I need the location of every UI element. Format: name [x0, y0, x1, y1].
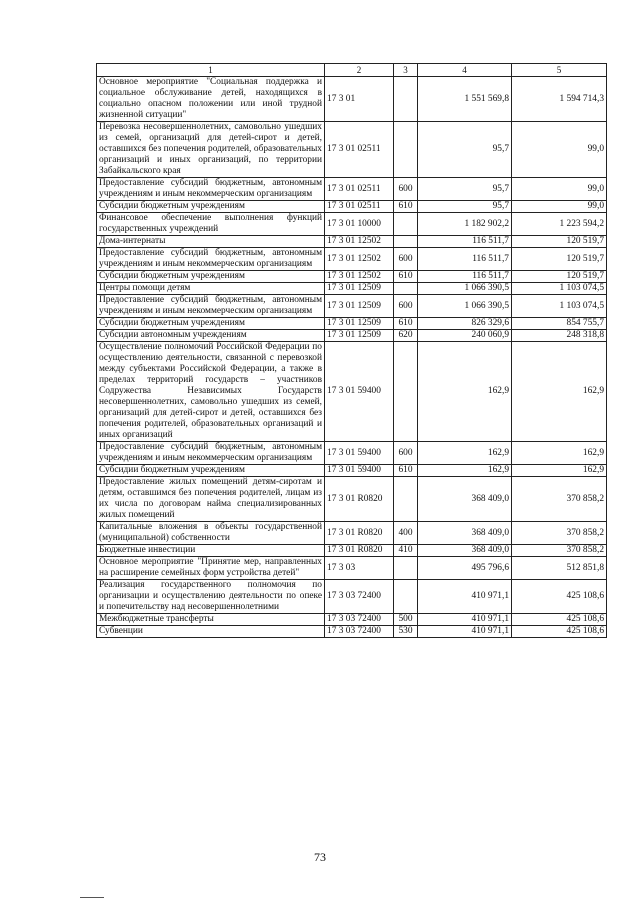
row-name: Предоставление субсидий бюджетным, автономным учреждениям и иным некоммерческим организациям	[97, 295, 325, 318]
budget-sheet	[96, 63, 606, 638]
row-name: Субсидии бюджетным учреждениям	[97, 271, 325, 283]
row-name: Субвенции	[97, 626, 325, 638]
row-value-col5: 854 755,7	[512, 318, 607, 330]
row-expense-type: 600	[394, 178, 418, 201]
table-row	[97, 330, 607, 342]
row-code: 17 3 01 12502	[325, 248, 394, 271]
page-number: 73	[314, 850, 326, 864]
table-row	[97, 557, 607, 580]
row-expense-type: 620	[394, 330, 418, 342]
row-value-col4: 95,7	[418, 122, 512, 178]
row-expense-type	[394, 580, 418, 614]
row-expense-type	[394, 77, 418, 122]
table-row	[97, 283, 607, 295]
row-expense-type: 530	[394, 626, 418, 638]
row-code: 17 3 01 R0820	[325, 477, 394, 522]
row-name: Предоставление субсидий бюджетным, автономным учреждениям и иным некоммерческим организациям	[97, 248, 325, 271]
table-row	[97, 477, 607, 522]
row-name: Предоставление жилых помещений детям-сиротам и детям, оставшимся без попечения родителей, лицам из их числа по договорам найма специализированных жилых помещений	[97, 477, 325, 522]
row-code: 17 3 01 12502	[325, 236, 394, 248]
row-value-col5: 99,0	[512, 122, 607, 178]
row-expense-type	[394, 236, 418, 248]
row-name: Предоставление субсидий бюджетным, автономным учреждениям и иным некоммерческим организациям	[97, 442, 325, 465]
row-expense-type	[394, 283, 418, 295]
table-row	[97, 295, 607, 318]
row-value-col4: 1 066 390,5	[418, 283, 512, 295]
row-value-col4: 368 409,0	[418, 545, 512, 557]
row-value-col5: 370 858,2	[512, 477, 607, 522]
table-row	[97, 342, 607, 442]
row-expense-type	[394, 477, 418, 522]
table-row	[97, 545, 607, 557]
row-expense-type	[394, 213, 418, 236]
row-expense-type: 610	[394, 201, 418, 213]
table-row	[97, 271, 607, 283]
row-value-col4: 95,7	[418, 201, 512, 213]
table-row	[97, 580, 607, 614]
row-code: 17 3 03 72400	[325, 580, 394, 614]
row-value-col4: 95,7	[418, 178, 512, 201]
budget-table	[96, 63, 607, 638]
row-expense-type: 400	[394, 522, 418, 545]
row-expense-type: 610	[394, 465, 418, 477]
table-row	[97, 77, 607, 122]
row-expense-type: 610	[394, 271, 418, 283]
row-name: Дома-интернаты	[97, 236, 325, 248]
row-value-col4: 1 182 902,2	[418, 213, 512, 236]
table-row	[97, 614, 607, 626]
row-code: 17 3 01 02511	[325, 201, 394, 213]
row-value-col5: 120 519,7	[512, 271, 607, 283]
row-expense-type: 500	[394, 614, 418, 626]
row-value-col4: 826 329,6	[418, 318, 512, 330]
row-expense-type	[394, 557, 418, 580]
header-col-1: 1	[97, 64, 325, 77]
table-row	[97, 236, 607, 248]
row-value-col5: 425 108,6	[512, 626, 607, 638]
row-value-col5: 370 858,2	[512, 522, 607, 545]
row-code: 17 3 01 59400	[325, 342, 394, 442]
table-row	[97, 522, 607, 545]
row-expense-type: 410	[394, 545, 418, 557]
row-name: Капитальные вложения в объекты государственной (муниципальной) собственности	[97, 522, 325, 545]
row-value-col5: 162,9	[512, 342, 607, 442]
table-body	[97, 77, 607, 638]
row-value-col5: 425 108,6	[512, 614, 607, 626]
row-name: Финансовое обеспечение выполнения функций государственных учреждений	[97, 213, 325, 236]
row-code: 17 3 03	[325, 557, 394, 580]
row-name: Основное мероприятие "Принятие мер, направленных на расширение семейных форм устройства детей"	[97, 557, 325, 580]
row-code: 17 3 01 02511	[325, 122, 394, 178]
row-code: 17 3 01 12509	[325, 295, 394, 318]
table-row	[97, 442, 607, 465]
row-code: 17 3 01 10000	[325, 213, 394, 236]
table-row	[97, 626, 607, 638]
row-value-col4: 1 066 390,5	[418, 295, 512, 318]
row-name: Бюджетные инвестиции	[97, 545, 325, 557]
row-value-col4: 240 060,9	[418, 330, 512, 342]
row-name: Межбюджетные трансферты	[97, 614, 325, 626]
row-code: 17 3 01 59400	[325, 442, 394, 465]
row-value-col5: 120 519,7	[512, 236, 607, 248]
row-code: 17 3 03 72400	[325, 626, 394, 638]
header-col-4: 4	[418, 64, 512, 77]
row-code: 17 3 01 12509	[325, 318, 394, 330]
row-value-col5: 162,9	[512, 442, 607, 465]
table-row	[97, 201, 607, 213]
row-name: Субсидии бюджетным учреждениям	[97, 318, 325, 330]
row-value-col5: 370 858,2	[512, 545, 607, 557]
row-expense-type	[394, 122, 418, 178]
row-expense-type: 600	[394, 295, 418, 318]
row-value-col4: 368 409,0	[418, 477, 512, 522]
header-col-3: 3	[394, 64, 418, 77]
row-value-col5: 425 108,6	[512, 580, 607, 614]
header-col-2: 2	[325, 64, 394, 77]
row-code: 17 3 01 12509	[325, 283, 394, 295]
row-code: 17 3 03 72400	[325, 614, 394, 626]
row-value-col4: 116 511,7	[418, 271, 512, 283]
row-value-col5: 512 851,8	[512, 557, 607, 580]
row-name: Субсидии автономным учреждениям	[97, 330, 325, 342]
row-value-col4: 162,9	[418, 465, 512, 477]
table-row	[97, 248, 607, 271]
row-name: Предоставление субсидий бюджетным, автономным учреждениям и иным некоммерческим организациям	[97, 178, 325, 201]
row-value-col4: 116 511,7	[418, 248, 512, 271]
row-code: 17 3 01 59400	[325, 465, 394, 477]
row-code: 17 3 01	[325, 77, 394, 122]
row-value-col5: 248 318,8	[512, 330, 607, 342]
row-value-col5: 1 103 074,5	[512, 295, 607, 318]
row-code: 17 3 01 R0820	[325, 545, 394, 557]
row-value-col4: 1 551 569,8	[418, 77, 512, 122]
row-value-col5: 99,0	[512, 178, 607, 201]
row-expense-type: 610	[394, 318, 418, 330]
row-value-col4: 495 796,6	[418, 557, 512, 580]
footer-rule	[80, 897, 104, 898]
row-value-col4: 162,9	[418, 442, 512, 465]
row-code: 17 3 01 12509	[325, 330, 394, 342]
row-code: 17 3 01 12502	[325, 271, 394, 283]
row-code: 17 3 01 02511	[325, 178, 394, 201]
header-col-5: 5	[512, 64, 607, 77]
table-row	[97, 122, 607, 178]
row-value-col4: 116 511,7	[418, 236, 512, 248]
row-value-col5: 162,9	[512, 465, 607, 477]
table-header-row	[97, 64, 607, 77]
row-value-col4: 410 971,1	[418, 626, 512, 638]
table-row	[97, 213, 607, 236]
row-name: Субсидии бюджетным учреждениям	[97, 465, 325, 477]
row-value-col5: 1 223 594,2	[512, 213, 607, 236]
row-value-col4: 162,9	[418, 342, 512, 442]
row-value-col5: 99,0	[512, 201, 607, 213]
row-name: Перевозка несовершеннолетних, самовольно ушедших из семей, организаций для детей-сирот и детей, оставшихся без попечения родителей, образовательных организаций и иных организаций, по территории Забайкальского края	[97, 122, 325, 178]
row-value-col4: 368 409,0	[418, 522, 512, 545]
row-value-col4: 410 971,1	[418, 580, 512, 614]
row-expense-type: 600	[394, 442, 418, 465]
row-value-col5: 1 594 714,3	[512, 77, 607, 122]
row-code: 17 3 01 R0820	[325, 522, 394, 545]
row-name: Реализация государственного полномочия по организации и осуществлению деятельности по опеке и попечительству над несовершеннолетними	[97, 580, 325, 614]
row-value-col5: 120 519,7	[512, 248, 607, 271]
table-row	[97, 318, 607, 330]
row-name: Основное мероприятие "Социальная поддержка и социальное обслуживание детей, находящихся в социально опасном положении или иной трудной жизненной ситуации"	[97, 77, 325, 122]
row-value-col5: 1 103 074,5	[512, 283, 607, 295]
row-expense-type	[394, 342, 418, 442]
row-value-col4: 410 971,1	[418, 614, 512, 626]
row-expense-type: 600	[394, 248, 418, 271]
table-row	[97, 178, 607, 201]
row-name: Осуществление полномочий Российской Федерации по осуществлению деятельности, связанной с перевозкой между субъектами Российской Федерации, а также в пределах территорий государств – участников Содружества Независимых Государств несовершеннолетних, самовольно ушедших из семей, организаций для детей-сирот и детей, оставшихся без попечения родителей, образовательных организаций и иных организаций	[97, 342, 325, 442]
row-name: Центры помощи детям	[97, 283, 325, 295]
row-name: Субсидии бюджетным учреждениям	[97, 201, 325, 213]
table-row	[97, 465, 607, 477]
